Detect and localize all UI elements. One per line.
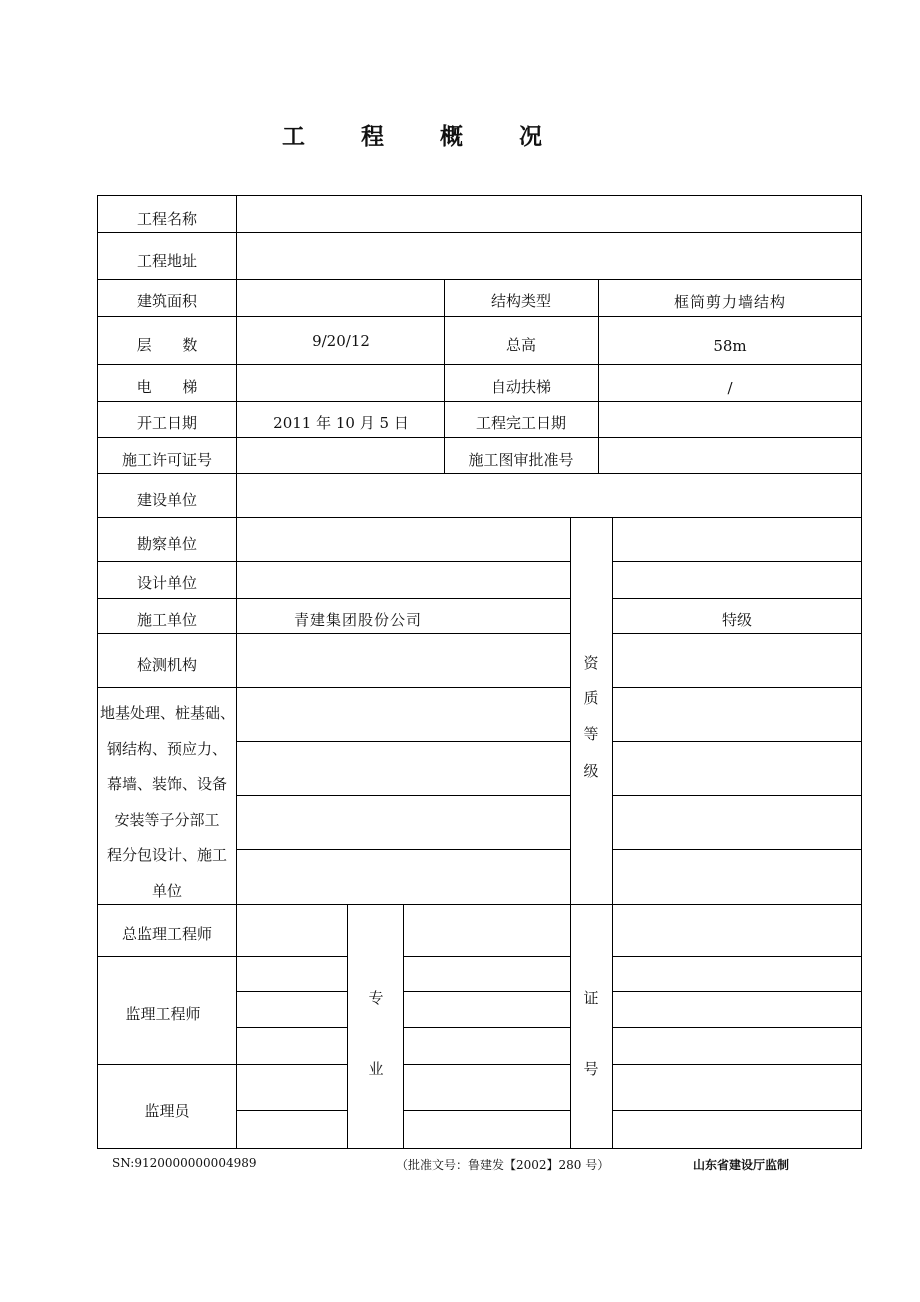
row-divider <box>97 633 570 634</box>
page-title: 工 程 概 况 <box>281 124 567 150</box>
row-divider <box>403 1064 570 1065</box>
row-divider <box>612 991 862 992</box>
column-divider <box>612 517 613 1149</box>
construction-unit-value: 青建集团股份公司 <box>293 611 423 629</box>
row-divider <box>612 795 862 796</box>
qualification-char: 质 <box>583 689 599 707</box>
total-height-value: 58m <box>713 337 747 355</box>
start-date-label: 开工日期 <box>136 414 198 432</box>
subcontract-label-line: 程分包设计、施工 <box>106 846 227 864</box>
row-divider <box>237 849 570 850</box>
testing-agency-label: 检测机构 <box>136 656 198 674</box>
subcontract-label-line: 安装等子分部工 <box>114 810 220 829</box>
survey-unit-label: 勘察单位 <box>136 535 198 553</box>
qualification-char: 级 <box>583 762 599 780</box>
row-divider <box>612 633 862 634</box>
row-divider <box>97 473 862 474</box>
total-height-label: 总高 <box>505 336 537 354</box>
row-divider <box>237 741 570 742</box>
row-divider <box>97 561 570 562</box>
row-divider <box>97 437 862 438</box>
row-divider <box>97 232 862 233</box>
column-divider <box>347 904 348 1149</box>
column-divider <box>570 517 571 1149</box>
row-divider <box>97 517 862 518</box>
certificate-char: 证 <box>583 989 599 1007</box>
project-address-label: 工程地址 <box>136 252 198 270</box>
column-divider <box>598 279 599 473</box>
subcontract-label <box>100 696 234 909</box>
elevator-label: 电 梯 <box>136 378 198 396</box>
row-divider <box>97 598 570 599</box>
completion-date-label: 工程完工日期 <box>475 414 567 432</box>
subcontract-label-line: 单位 <box>151 881 182 900</box>
specialty-char: 专 <box>368 989 384 1007</box>
row-divider <box>612 1110 862 1111</box>
row-divider <box>97 687 570 688</box>
start-date-value: 2011 年 10 月 5 日 <box>273 414 409 432</box>
floors-value: 9/20/12 <box>312 332 370 350</box>
row-divider <box>97 316 862 317</box>
row-divider <box>97 1064 347 1065</box>
subcontract-label-line: 地基处理、桩基础、 <box>100 704 236 722</box>
qualification-char: 等 <box>583 725 599 743</box>
subcontract-label-line: 幕墙、装饰、设备 <box>106 775 227 793</box>
construction-unit-label: 施工单位 <box>136 611 198 629</box>
row-divider <box>237 795 570 796</box>
design-unit-label: 设计单位 <box>136 574 198 592</box>
row-divider <box>403 956 570 957</box>
supervisor-engineer-label: 监理工程师 <box>125 1005 201 1023</box>
building-area-label: 建筑面积 <box>136 292 198 310</box>
project-name-label: 工程名称 <box>136 210 198 228</box>
row-divider <box>97 401 862 402</box>
supervising-organization: 山东省建设厅监制 <box>693 1158 790 1172</box>
floors-label: 层 数 <box>136 336 198 354</box>
structure-type-label: 结构类型 <box>490 292 552 310</box>
column-divider <box>444 279 445 473</box>
developer-label: 建设单位 <box>136 491 198 509</box>
row-divider <box>237 1110 347 1111</box>
row-divider <box>97 279 862 280</box>
serial-number: SN:9120000000004989 <box>112 1156 257 1170</box>
row-divider <box>612 561 862 562</box>
row-divider <box>403 1110 570 1111</box>
subcontract-label-line: 钢结构、预应力、 <box>106 739 227 758</box>
row-divider <box>612 741 862 742</box>
row-divider <box>237 991 347 992</box>
row-divider <box>612 1027 862 1028</box>
certificate-char: 号 <box>583 1060 599 1078</box>
row-divider <box>403 991 570 992</box>
qualification-value: 特级 <box>721 611 753 629</box>
column-divider <box>236 195 237 1149</box>
row-divider <box>612 1064 862 1065</box>
row-divider <box>97 364 862 365</box>
qualification-char: 资 <box>583 654 599 672</box>
structure-type-value: 框筒剪力墙结构 <box>673 293 787 311</box>
construction-permit-label: 施工许可证号 <box>121 451 213 469</box>
row-divider <box>237 1027 347 1028</box>
supervisor-label: 监理员 <box>144 1102 190 1120</box>
escalator-label: 自动扶梯 <box>490 378 552 396</box>
row-divider <box>612 598 862 599</box>
escalator-value: / <box>727 379 733 397</box>
approval-reference: （批准文号：鲁建发【2002】280 号） <box>396 1158 610 1172</box>
row-divider <box>612 687 862 688</box>
chief-supervisor-label: 总监理工程师 <box>121 925 213 943</box>
table-frame <box>97 195 862 1149</box>
row-divider <box>612 849 862 850</box>
row-divider <box>403 1027 570 1028</box>
row-divider <box>97 956 347 957</box>
drawing-approval-label: 施工图审批准号 <box>468 451 574 469</box>
column-divider <box>403 904 404 1149</box>
specialty-char: 业 <box>368 1060 384 1078</box>
row-divider <box>612 956 862 957</box>
